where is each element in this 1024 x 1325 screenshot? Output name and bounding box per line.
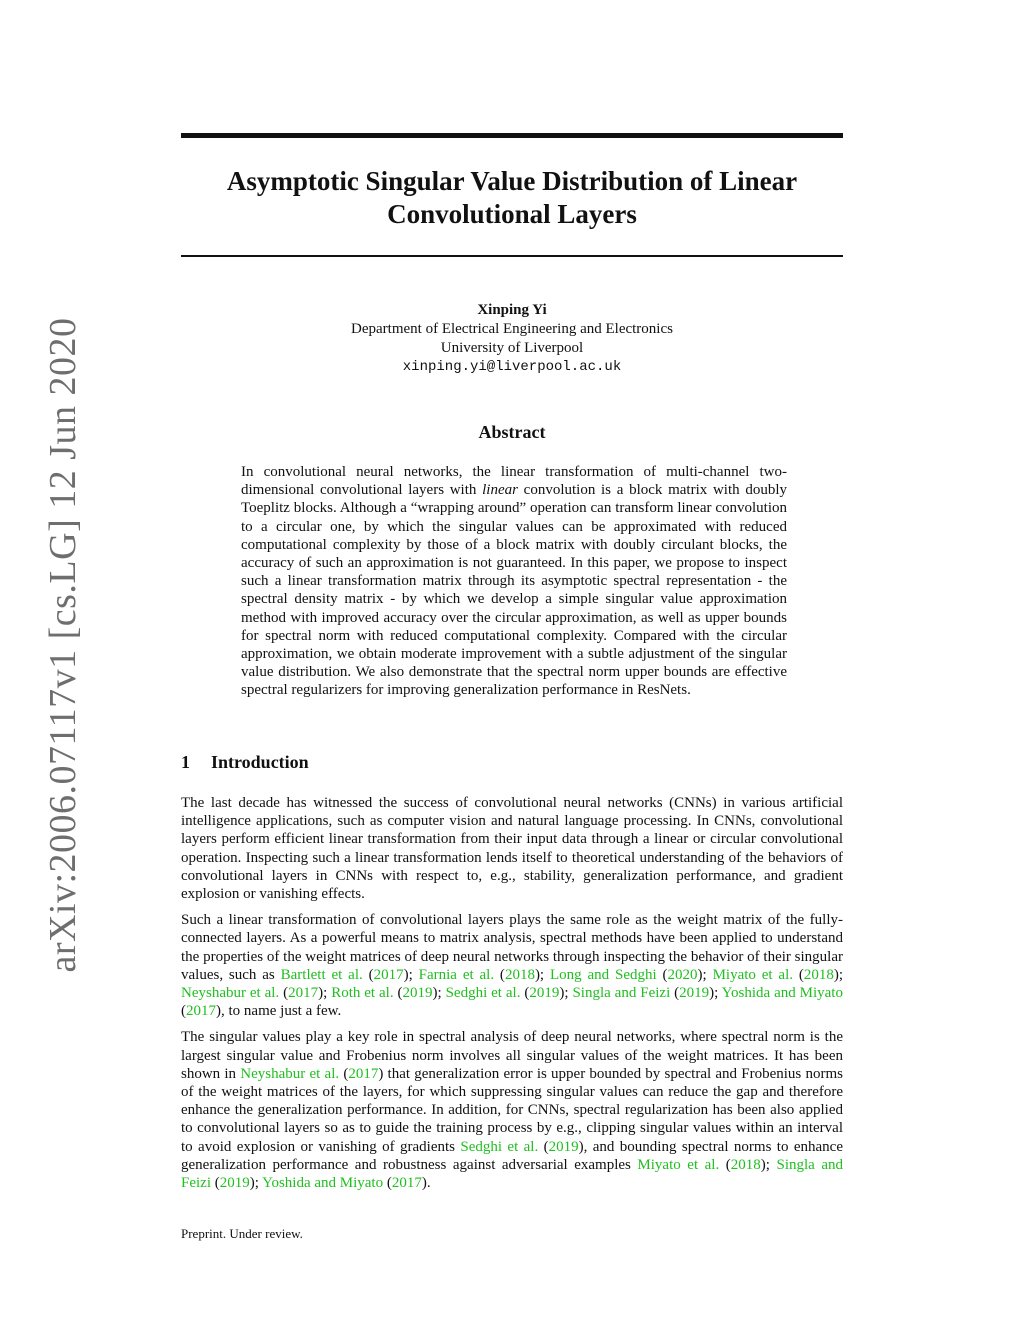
paragraph-text: (: [494, 966, 505, 983]
citation-link[interactable]: Miyato et al.: [637, 1156, 720, 1173]
paragraph-text: The singular values play a key role in spectral analysis of deep neural networks, where spectral norm is the largest singular value and Frobenius norm involves all singular values of the weight matrices. It has been shown in: [181, 1029, 843, 1082]
citation-link[interactable]: Sedghi et al.: [445, 985, 521, 1002]
abstract-text: [241, 463, 787, 700]
paragraph-text: ), and bounding spectral norms to enhance generalization performance and robustness against adversarial examples: [181, 1138, 843, 1173]
title-line: Asymptotic Singular Value Distribution of Linear: [226, 166, 798, 196]
citation-link[interactable]: Singla and Feizi: [572, 985, 671, 1002]
paper-title: [181, 165, 843, 231]
title-line: Convolutional Layers: [387, 199, 637, 229]
citation-link[interactable]: Neyshabur et al.: [240, 1065, 340, 1082]
citation-link[interactable]: 2019: [548, 1138, 579, 1155]
paragraph-text: );: [709, 985, 722, 1002]
paragraph-text: ) that generalization error is upper bounded by spectral and Frobenius norms of the weight matrices of the layers, for which suppressing singular values can reduce the gap and therefore enhance the generalization performance. In addition, for CNNs, spectral regularization has been also applied to convolutional layers so as to guide the training process by e.g., clipping singular values within an interval to avoid explosion or vanishing of gradients: [181, 1065, 843, 1155]
paragraph-text: Such a linear transformation of convolutional layers plays the same role as the weight matrix of the fully-connected layers. As a powerful means to matrix analysis, spectral methods have been applied to understand the properties of the weight matrices of deep neural networks through inspecting the behavior of their singular values, such as: [181, 912, 843, 983]
paragraph-text: (: [383, 1175, 392, 1192]
citation-link[interactable]: Miyato et al.: [712, 966, 794, 983]
citation-link[interactable]: Yoshida and Miyato: [721, 985, 843, 1002]
intro-paragraph: [181, 1028, 843, 1192]
paragraph-text: );: [534, 966, 550, 983]
paragraph-text: (: [719, 1156, 731, 1173]
citation-link[interactable]: Sedghi et al.: [460, 1138, 539, 1155]
paragraph-text: );: [760, 1156, 777, 1173]
abstract-text-part: In convolutional neural networks, the linear transformation of multi-channel two-dimensional convolutional layers with: [241, 464, 787, 499]
citation-link[interactable]: 2018: [504, 966, 535, 983]
author-university: University of Liverpool: [440, 340, 584, 356]
paragraph-text: (: [656, 966, 668, 983]
citation-link[interactable]: Long and Sedghi: [549, 966, 657, 983]
citation-link[interactable]: Yoshida and Miyato: [262, 1175, 384, 1192]
citation-link[interactable]: 2018: [803, 966, 834, 983]
paragraph-text: );: [403, 966, 419, 983]
section-title: Introduction: [211, 752, 309, 772]
citation-link[interactable]: 2019: [679, 985, 710, 1002]
citation-link[interactable]: 2017: [288, 985, 319, 1002]
paragraph-text: (: [793, 966, 804, 983]
paragraph-text: (: [181, 1003, 186, 1020]
paragraph-text: (: [211, 1175, 220, 1192]
paragraph-text: (: [520, 985, 530, 1002]
citation-link[interactable]: 2017: [391, 1175, 422, 1192]
paragraph-text: );: [559, 985, 573, 1002]
paragraph-text: );: [318, 985, 332, 1002]
citation-link[interactable]: 2020: [667, 966, 698, 983]
abstract-text-part: convolution is a block matrix with doubly Toeplitz blocks. Although a “wrapping around” operation can transform linear convolution to a circular one, by which the singular values can be approximated with reduced computational complexity by those of a block matrix with doubly circulant blocks, the accuracy of such an approximation is not guaranteed. In this paper, we propose to inspect such a linear transformation matrix through its asymptotic spectral representation - the spectral density matrix - by which we develop a simple singular value approximation method with improved accuracy over the circular approximation, as well as upper bounds for spectral norm with reduced computational complexity. Compared with the circular approximation, we obtain moderate improvement with a subtle adjustment of the singular value distribution. We also demonstrate that the spectral norm upper bounds are effective spectral regularizers for improving generalization performance in ResNets.: [241, 482, 788, 699]
author-name: Xinping Yi: [477, 302, 547, 318]
paragraph-text: ), to name just a few.: [216, 1003, 342, 1020]
author-department: Department of Electrical Engineering and Electronics: [351, 321, 673, 337]
intro-paragraph: [181, 911, 843, 1020]
citation-link[interactable]: Farnia et al.: [418, 966, 495, 983]
title-rule-top: [181, 133, 843, 138]
abstract-emphasis: linear: [482, 482, 518, 499]
paragraph-text: (: [279, 985, 289, 1002]
intro-paragraph: [181, 794, 843, 903]
section-heading: [181, 752, 309, 773]
citation-link[interactable]: 2018: [730, 1156, 761, 1173]
paragraph-text: (: [670, 985, 680, 1002]
citation-link[interactable]: 2017: [373, 966, 404, 983]
abstract-heading: Abstract: [478, 422, 546, 442]
introduction-body: [181, 794, 843, 1200]
citation-link[interactable]: Bartlett et al.: [280, 966, 363, 983]
citation-link[interactable]: 2017: [348, 1065, 379, 1082]
paragraph-text: );: [833, 966, 844, 983]
citation-link[interactable]: 2019: [529, 985, 560, 1002]
arxiv-identifier: arXiv:2006.07117v1 [cs.LG] 12 Jun 2020: [42, 317, 84, 973]
citation-link[interactable]: Roth et al.: [331, 985, 394, 1002]
citation-link[interactable]: 2019: [219, 1175, 250, 1192]
paragraph-text: );: [697, 966, 713, 983]
section-number: 1: [181, 752, 190, 772]
paragraph-text: The last decade has witnessed the success of convolutional neural networks (CNNs) in various artificial intelligence applications, such as computer vision and natural language processing. In CNNs, convolutional layers perform efficient linear transformation from their input data through a linear or circular convolutional operation. Inspecting such a linear transformation lends itself to theoretical understanding of the behaviors of convolutional layers in CNNs with respect to, e.g., stability, generalization performance, and gradient explosion or vanishing effects.: [181, 795, 843, 903]
citation-link[interactable]: Neyshabur et al.: [181, 985, 280, 1002]
paragraph-text: (: [362, 966, 374, 983]
paragraph-text: );: [432, 985, 446, 1002]
author-block: [181, 301, 843, 377]
paragraph-text: );: [249, 1175, 263, 1192]
footer-note: Preprint. Under review.: [181, 1226, 303, 1241]
paragraph-text: (: [339, 1065, 349, 1082]
citation-link[interactable]: 2017: [186, 1003, 216, 1020]
paragraph-text: ).: [421, 1175, 431, 1192]
citation-link[interactable]: 2019: [402, 985, 433, 1002]
author-email[interactable]: xinping.yi@liverpool.ac.uk: [402, 359, 622, 375]
citation-link[interactable]: Singla and Feizi: [181, 1156, 844, 1192]
paragraph-text: (: [393, 985, 403, 1002]
title-rule-bottom: [181, 255, 843, 257]
paragraph-text: (: [538, 1138, 549, 1155]
